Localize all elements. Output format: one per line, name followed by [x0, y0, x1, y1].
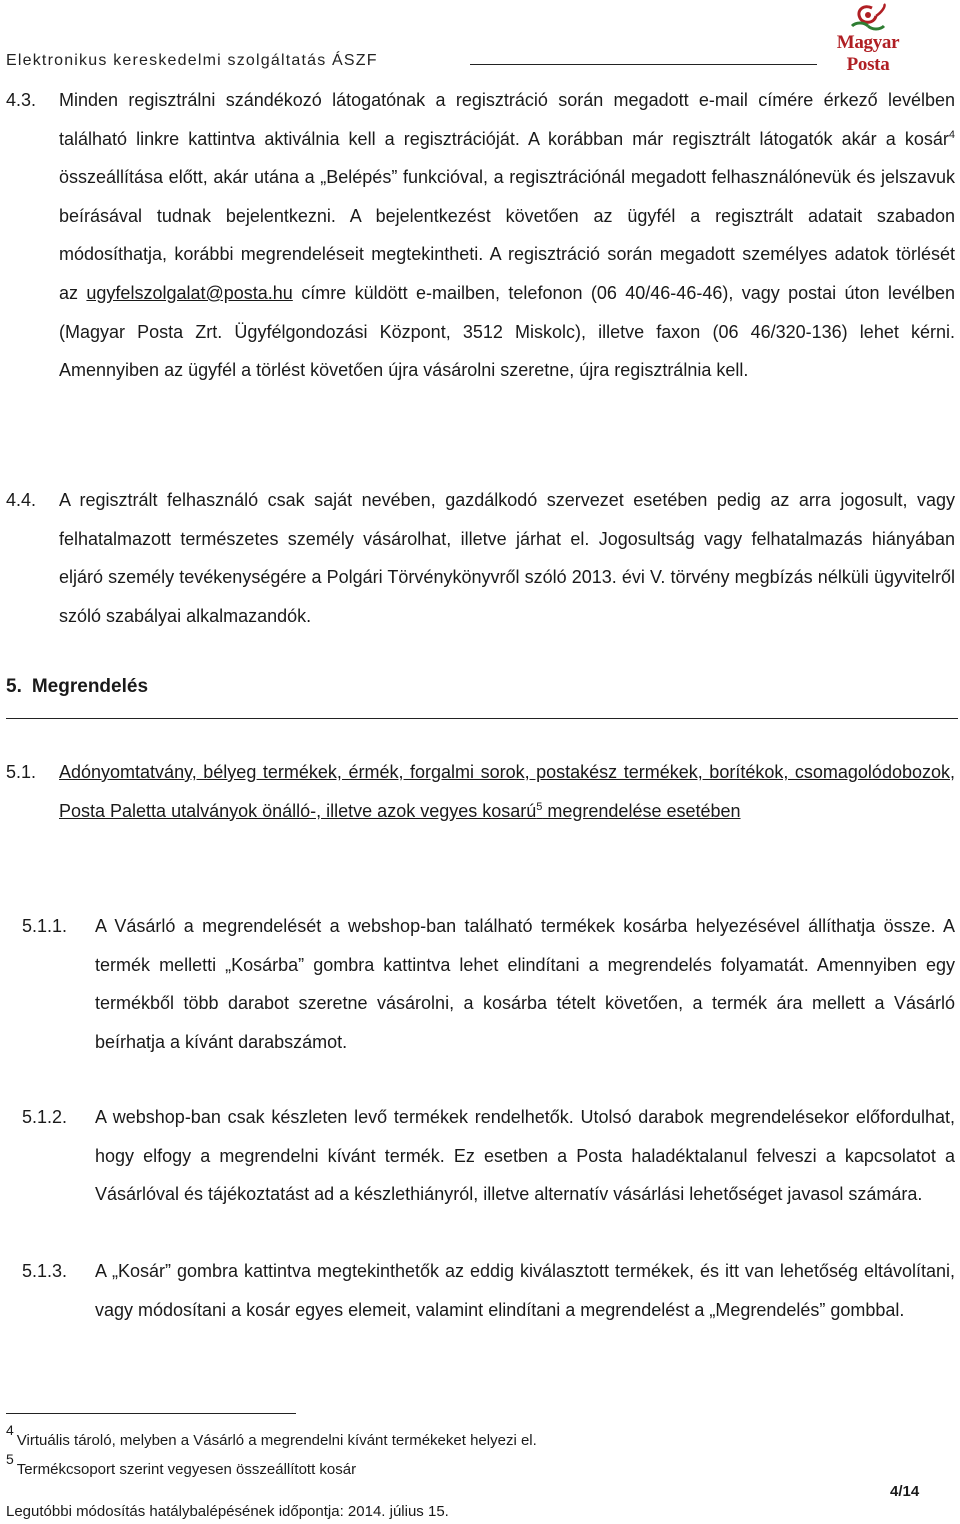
section-number: 4.4. — [6, 490, 37, 510]
footnote-text: Termékcsoport szerint vegyesen összeállított kosár — [16, 1461, 357, 1478]
document-header-title: Elektronikus kereskedelmi szolgáltatás ÁSZF — [6, 52, 378, 69]
section-heading-title: Megrendelés — [31, 676, 149, 697]
paragraph-text: címre küldött e-mailben, telefonon (06 40/46-46-46), vagy postai úton levélben (Magyar Posta Zrt. Ügyfélgondozási Központ, 3512 Miskolc), illetve faxon (06 46/320-136) lehet kérni. Amennyiben az ügyfél a törlést követően újra vásárolni szeretne, újra regisztrálnia kell. — [59, 282, 956, 381]
email-link[interactable]: ugyfelszolgalat@posta.hu — [86, 282, 293, 303]
magyar-posta-logo — [822, 2, 914, 75]
paragraph-4-3 — [59, 81, 955, 390]
footnote — [6, 1422, 537, 1449]
subsection-title-5-1 — [59, 753, 955, 830]
paragraph-text: Minden regisztrálni szándékozó látogatónak a regisztráció során megadott e-mail címére érkező levélben található linkre kattintva aktiválnia kell a regisztrációját. A korábban már regisztrált látogatók akár a kosár — [59, 90, 955, 149]
paragraph-4-4: A regisztrált felhasználó csak saját nevében, gazdálkodó szervezet esetében pedig az arra jogosult, vagy felhatalmazott természetes személy vásárolhat, illetve járhat el. Jogosultság vagy felhatalmazás hiányában eljáró személy tevékenységére a Polgári Törvénykönyvről szóló 2013. évi V. törvény megbízás nélküli ügyvitelről szóló szabályai alkalmazandók. — [59, 490, 955, 626]
footnote-number: 4 — [6, 1422, 14, 1438]
footnote-ref[interactable]: 4 — [948, 128, 955, 141]
header-rule — [470, 64, 817, 65]
footnote-number: 5 — [6, 1451, 14, 1467]
heading-rule — [6, 718, 958, 719]
section-heading — [6, 676, 148, 698]
item-number: 5.1.1. — [22, 916, 68, 936]
page-number: 4/14 — [890, 1483, 920, 1500]
item-number: 5.1.2. — [22, 1107, 68, 1127]
subsection-number: 5.1. — [6, 762, 37, 782]
subsection-title-text: megrendelése esetében — [542, 800, 741, 821]
footnote — [6, 1451, 357, 1478]
footnote-rule — [6, 1413, 296, 1414]
footer-modification-date: Legutóbbi módosítás hatálybalépésének időpontja: 2014. július 15. — [6, 1503, 449, 1520]
paragraph-5-1-1: A Vásárló a megrendelését a webshop-ban található termékek kosárba helyezésével állíthatja össze. A termék melletti „Kosárba” gombra kattintva lehet elindítani a megrendelés folyamatát. Amennyiben egy termékből több darabot szeretne vásárolni, a kosárba tételt követően, a termék ára mellett a Vásárló beírhatja a kívánt darabszámot. — [95, 916, 955, 1052]
footnote-text: Virtuális tároló, melyben a Vásárló a megrendelni kívánt termékeket helyezi el. — [16, 1432, 537, 1449]
post-horn-icon — [822, 2, 914, 36]
logo-text: Magyar Posta — [836, 32, 900, 75]
paragraph-5-1-3: A „Kosár” gombra kattintva megtekinthetők az eddig kiválasztott termékek, és itt van lehetőség eltávolítani, vagy módosítani a kosár egyes elemeit, valamint elindítani a megrendelést a „Megrendelés” gombbal. — [95, 1261, 955, 1320]
paragraph-text: összeállítása előtt, akár utána a „Belépés” funkcióval, a regisztrációnál megadott felhasználónevük és jelszavuk beírásával tudnak bejelentkezni. A bejelentkezést követően az ügyfél a regisztrált adatait szabadon módosíthatja, korábbi megrendeléseit megtekintheti. A regisztráció során megadott személyes adatok törlését az — [59, 167, 955, 303]
footnote-ref[interactable]: 5 — [536, 800, 543, 813]
item-number: 5.1.3. — [22, 1261, 68, 1281]
section-number: 4.3. — [6, 90, 37, 110]
subsection-title-text: Adónyomtatvány, bélyeg termékek, érmék, forgalmi sorok, postakész termékek, borítékok, csomagolódobozok, Posta Paletta utalványok önálló-, illetve azok vegyes kosarú — [59, 762, 955, 821]
paragraph-5-1-2: A webshop-ban csak készleten levő termékek rendelhetők. Utolsó darabok megrendelésekor előfordulhat, hogy elfogy a megrendelni kívánt termék. Ez esetben a Posta haladéktalanul felveszi a kapcsolatot a Vásárlóval és tájékoztatást ad a készlethiányról, illetve alternatív vásárlási lehetőséget javasol számára. — [95, 1107, 955, 1205]
section-heading-number: 5. — [6, 676, 22, 697]
